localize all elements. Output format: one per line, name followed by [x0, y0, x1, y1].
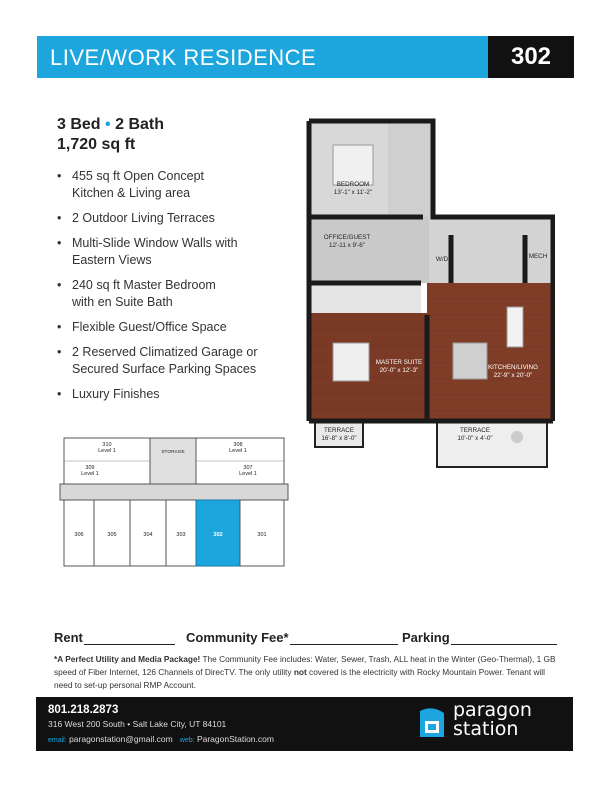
web-label: web:	[179, 737, 195, 744]
label-terrace-1: TERRACE	[323, 427, 355, 434]
header-bar	[37, 36, 574, 78]
label-kitchen: KITCHEN/LIVING	[487, 364, 539, 371]
feature-item: • 2 Outdoor Living Terraces	[57, 210, 297, 227]
community-fee-field	[186, 630, 398, 645]
feature-item: • Luxury Finishes	[57, 386, 297, 403]
parking-label: Parking	[402, 630, 450, 645]
keyplan-level-308: Level 1	[229, 448, 247, 454]
page-title: LIVE/WORK RESIDENCE	[50, 45, 317, 70]
logo-icon	[417, 707, 447, 741]
keyplan-storage: STORAGE	[161, 450, 185, 455]
feature-list	[57, 168, 297, 411]
dim-kitchen: 22'-9" x 20'-0"	[493, 372, 533, 379]
dim-terrace-1: 16'-8" x 8'-0"	[321, 435, 357, 442]
unit-number: 302	[488, 36, 574, 78]
key-plan	[58, 432, 290, 576]
unit-specs	[57, 115, 164, 155]
spec-dot: •	[105, 116, 111, 133]
keyplan-level-309: Level 1	[81, 471, 99, 477]
rent-label: Rent	[54, 630, 83, 645]
feature-item: • 2 Reserved Climatized Garage or Secured Surface Parking Spaces	[57, 344, 297, 378]
keyplan-unit-309: 309	[85, 465, 95, 471]
keyplan-unit-302: 302	[213, 532, 223, 538]
feature-item: • Multi-Slide Window Walls with Eastern Views	[57, 235, 297, 269]
footnote-lead: *A Perfect Utility and Media Package!	[54, 654, 201, 664]
keyplan-unit-305: 305	[107, 532, 117, 538]
keyplan-unit-301: 301	[257, 532, 267, 538]
feature-item: • 240 sq ft Master Bedroom with en Suite Bath	[57, 277, 297, 311]
label-mech: MECH	[528, 253, 548, 260]
feature-item: • Flexible Guest/Office Space	[57, 319, 297, 336]
baths-label: 2 Bath	[115, 116, 164, 133]
keyplan-unit-303: 303	[176, 532, 186, 538]
keyplan-unit-306: 306	[74, 532, 84, 538]
floor-plan	[303, 115, 555, 471]
keyplan-unit-307: 307	[243, 465, 253, 471]
phone-number[interactable]: 801.218.2873	[48, 704, 119, 716]
sqft-label: 1,720 sq ft	[57, 136, 136, 153]
dim-master: 20'-0" x 12'-3"	[379, 367, 419, 374]
utility-footnote: *A Perfect Utility and Media Package! The Community Fee includes: Water, Sewer, Trash, ALL heat in the Winter (Geo-Thermal), 1 GB speed of Fiber Internet, 126 Channels of DirecTV. The only utility not covered is the electricity with Rocky Mountain Power. Tenant will need to set-up personal RMP Account.	[54, 654, 556, 690]
label-terrace-2: TERRACE	[459, 427, 491, 434]
logo-text: paragon station	[453, 699, 532, 740]
dim-office: 12'-11 x 9'-6"	[328, 242, 366, 249]
beds-label: 3 Bed	[57, 116, 101, 133]
fee-label: Community Fee*	[186, 630, 289, 645]
keyplan-unit-304: 304	[143, 532, 153, 538]
address: 316 West 200 South • Salt Lake City, UT 84101	[48, 719, 227, 729]
keyplan-unit-308: 308	[233, 442, 243, 448]
keyplan-level-310: Level 1	[98, 448, 116, 454]
web-link[interactable]: ParagonStation.com	[196, 734, 274, 744]
contact-line	[48, 734, 274, 744]
keyplan-level-307: Level 1	[239, 471, 257, 477]
feature-item: • 455 sq ft Open Concept Kitchen & Living area	[57, 168, 297, 202]
label-master: MASTER SUITE	[375, 359, 423, 366]
dim-terrace-2: 10'-0" x 4'-0"	[457, 435, 493, 442]
dim-bedroom: 13'-1" x 11'-2"	[333, 189, 373, 196]
parking-field	[402, 630, 557, 645]
keyplan-unit-310: 310	[102, 442, 112, 448]
email-label: email:	[48, 737, 67, 744]
label-bedroom: BEDROOM	[336, 181, 370, 188]
rent-field	[54, 630, 175, 645]
label-wd: W/D	[435, 256, 449, 263]
paragon-station-logo	[417, 699, 557, 745]
footer-bar	[36, 697, 573, 751]
label-office: OFFICE/GUEST	[323, 234, 371, 241]
email-link[interactable]: paragonstation@gmail.com	[69, 734, 173, 744]
